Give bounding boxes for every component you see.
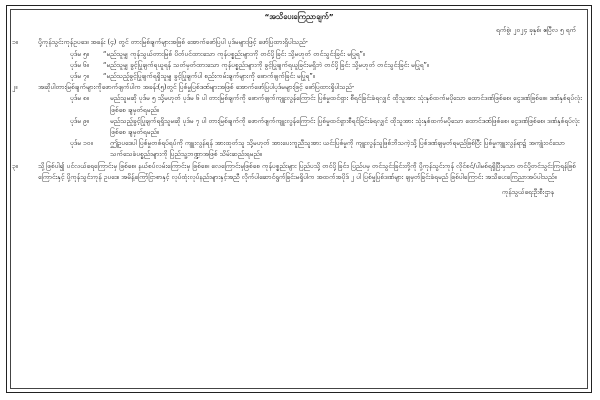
clause-text: “မည်သည့်ခွင့်ပြုချက်ရရှိသူမျှ ခွင့်ပြုချက်ပါ စည်းကမ်းချက်များကို ဖောက်ဖျက်ခြင်း မပြုရ”။ xyxy=(103,72,315,81)
section-intro: ပို့ကုန်သွင်းကုန်ဥပဒေ၊ အခန်း (၄) တွင် တားမြစ်ချက်များအဖြစ် အောက်ဖော်ပြပါ ပုဒ်မများဖြင့် ဖော်ပြထားရှိပါသည်- xyxy=(38,38,308,47)
section-number: ၃။ xyxy=(12,161,18,170)
section-2 xyxy=(12,82,586,93)
clause-label: ပုဒ်မ ၁၀။ xyxy=(70,139,93,148)
clause-text: “မည်သူမျှ ခွင့်ပြုချက်ရယူရန် သတ်မှတ်ထားသော ကုန်ပစ္စည်းများကို ခွင့်ပြုချက်ရယူခြင်းမရှိဘဲ တင်ပို့ခြင်း သို့မဟုတ် တင်သွင်းခြင်း မပြုရ”။ xyxy=(103,60,429,69)
announcement-document xyxy=(12,11,586,198)
clause-item xyxy=(70,138,586,160)
clause-item xyxy=(70,116,586,138)
clause-text: မည်သူမဆို ပုဒ်မ ၅ သို့မဟုတ် ပုဒ်မ ၆ ပါ တားမြစ်ချက်ကို ဖောက်ဖျက်ကျူးလွန်ကြောင်း ပြစ်မှုထင်ရှား စီရင်ခြင်းခံရလျှင် ထိုသူအား သုံးနှစ်ထက်မပိုသော ထောင်ဒဏ်ဖြစ်စေ၊ ငွေဒဏ်ဖြစ်စေ၊ ဒဏ်နှစ်ရပ်လုံးဖြစ်စေ ချမှတ်ရမည်။ xyxy=(110,94,582,114)
clause-label: ပုဒ်မ ၉။ xyxy=(70,116,89,125)
clause-text: ဤဥပဒေပါ ပြစ်မှုတစ်ရပ်ရပ်ကို ကျူးလွန်ရန် အားထုတ်သူ သို့မဟုတ် အားပေးကူညီသူအား ယင်းပြစ်မှုကို ကျူးလွန်သူဖြစ်ဘိသကဲ့သို့ ပြစ်ဒဏ်ချမှတ်ရမည်ဖြစ်ပြီး ပြစ်မှုကျူးလွန်ရာ၌ အကျုံးဝင်သော သက်သေခံပစ္စည်းများကို ပြည်သူ့ဘဏ္ဍာအဖြစ် သိမ်းဆည်းရမည်။ xyxy=(110,139,565,159)
clause-item xyxy=(70,49,586,60)
document-date: ရက်စွဲ၊ ၂၀၂၄ ခုနှစ်၊ ဧပြီလ ၅ ရက် xyxy=(496,26,576,35)
clause-label: ပုဒ်မ ၅။ xyxy=(70,49,89,58)
section-text: သို့ဖြစ်ပါ၍ ပင်လယ်ရေကြောင်းမှ ဖြစ်စေ၊ နယ်စပ်လမ်းကြောင်းမှ ဖြစ်စေ၊ လေကြောင်းမှဖြစ်စေ ကုန်ပစ္စည်းများ ပြည်ပသို့ တင်ပို့ခြင်း၊ ပြည်ပမှ တင်သွင်းခြင်းတို့ကို ပို့ကုန်သွင်းကုန် လိုင်စင်/ပါမစ်ရရှိပြီးမှသာ တင်ပို့တင်သွင်းကြရန်ဖြစ်ကြောင်းနှင့် ပို့ကုန်သွင်းကုန် ဥပဒေ၊ အမိန့်ကြော်ငြာစာနှင့် လုပ်ထုံးလုပ်နည်းများနှင့်အညီ လိုက်ပါဆောင်ရွက်ခြင်းမရှိပါက အထက်အပိုဒ် ၂ ပါ ပြစ်မှုပြစ်ဒဏ်များ ချမှတ်ခြင်းခံရမည် ဖြစ်ပါကြောင်း အသိပေးကြေညာအပ်ပါသည်။ xyxy=(38,161,576,181)
section-1 xyxy=(12,37,586,48)
section-number: ၁။ xyxy=(12,38,18,47)
clause-label: ပုဒ်မ ၈။ xyxy=(70,94,89,103)
clause-text: “မည်သူမျှ ကုန်သွယ်တားမြစ် ပိတ်ပင်ထားသော ကုန်ပစ္စည်းများကို တင်ပို့ခြင်း သို့မဟုတ် တင်သွင်းခြင်း မပြုရ”။ xyxy=(103,49,365,58)
clause-label: ပုဒ်မ ၇။ xyxy=(70,72,89,81)
issuing-department: ကုန်သွယ်ရေးဦးစီးဌာန xyxy=(501,188,554,197)
clause-text: မည်သည့်ခွင့်ပြုချက်ရရှိသူမဆို ပုဒ်မ ၇ ပါ တားမြစ်ချက်ကို ဖောက်ဖျက်ကျူးလွန်ကြောင်း ပြစ်မှုထင်ရှားစီရင်ခြင်းခံရလျှင် ထိုသူအား သုံးနှစ်ထက်မပိုသော ထောင်ဒဏ်ဖြစ်စေ၊ ငွေဒဏ်ဖြစ်စေ၊ ဒဏ်နှစ်ရပ်လုံးဖြစ်စေ ချမှတ်ရမည်။ xyxy=(110,116,580,137)
clause-item xyxy=(70,60,586,71)
section-number: ၂။ xyxy=(12,83,18,92)
clause-item xyxy=(70,71,586,82)
clause-label: ပုဒ်မ ၆။ xyxy=(70,60,89,69)
section-3 xyxy=(12,161,586,183)
section-intro: အဆိုပါတားမြစ်ချက်များကိုဖောက်ဖျက်ပါက အခန်း(၅)တွင် ပြစ်မှုပြစ်ဒဏ်များအဖြစ် အောက်ဖော်ပြပါပုဒ်မများဖြင့် ဖော်ပြထားရှိပါသည်- xyxy=(38,83,355,92)
document-title: “အသိပေးကြေညာချက်” xyxy=(264,12,334,21)
clause-item xyxy=(70,93,586,115)
